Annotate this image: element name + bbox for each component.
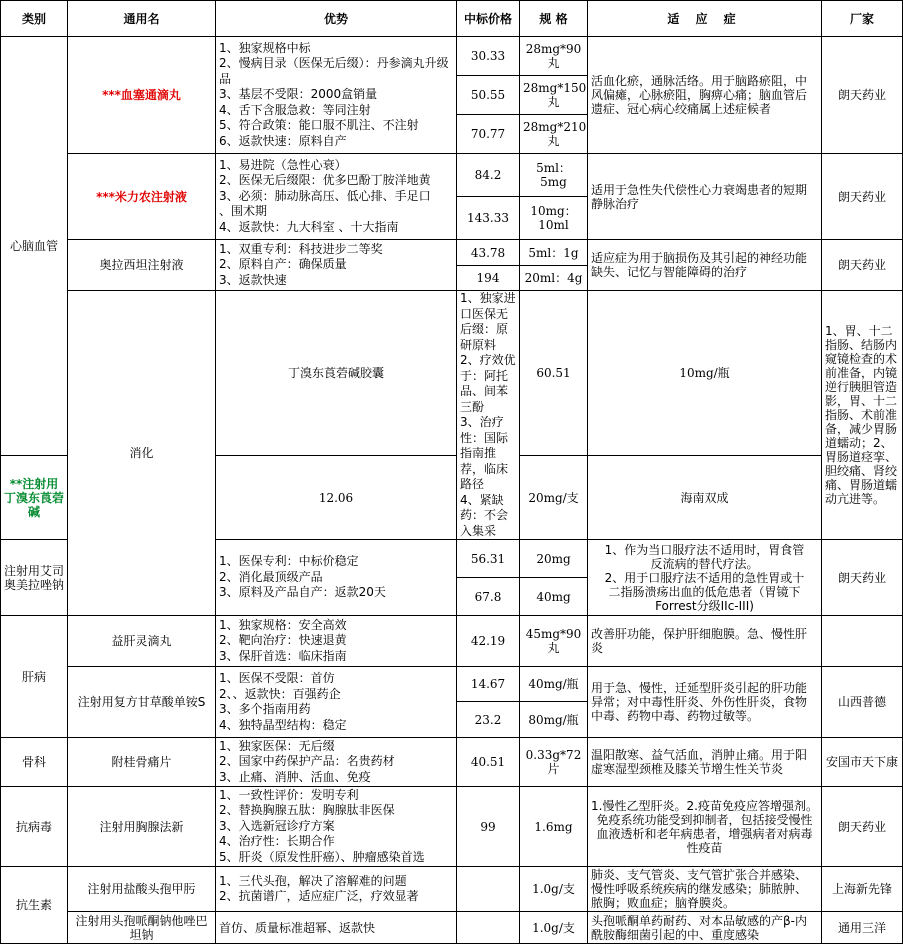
advantages-cell <box>216 37 457 154</box>
product-name: 奥拉西坦注射液 <box>68 240 216 291</box>
indication-cell: 头孢哌酮单药耐药、对本品敏感的产β-内酰胺酶细菌引起的中、重度感染 <box>588 912 822 944</box>
spec-cell: 40mg/瓶 <box>520 667 588 702</box>
indication-cell: 适应症为用于脑损伤及其引起的神经功能缺失、记忆与智能障碍的治疗 <box>588 240 822 291</box>
indication-cell: 1.慢性乙型肝炎。2.疫苗免疫应答增强剂。免疫系统功能受到抑制者，包括接受慢性血液透析和老年病患者，增强病者对病毒性疫苗 <box>588 787 822 867</box>
table-row <box>1 867 903 912</box>
spec-cell: 80mg/瓶 <box>520 702 588 738</box>
category-cell: 心脑血管 <box>1 37 68 456</box>
advantage-line: 2、消化最顶级产品 <box>219 569 323 584</box>
price-cell: 70.77 <box>457 115 520 154</box>
manufacturer-cell: 通用三洋 <box>822 912 903 944</box>
advantages-cell <box>216 738 457 787</box>
table-row <box>1 667 903 702</box>
advantage-line: 3、治疗性：国际指南推荐，临床路径 <box>460 415 509 491</box>
spec-cell: 28mg*150丸 <box>520 76 588 115</box>
advantages-cell <box>216 667 457 738</box>
advantages-cell <box>216 616 457 667</box>
price-cell: 30.33 <box>457 37 520 76</box>
header-generic-name: 通用名 <box>68 1 216 37</box>
price-cell: 60.51 <box>520 291 588 456</box>
price-cell: 23.2 <box>457 702 520 738</box>
advantage-line: 3、多个指南用药 <box>219 702 311 716</box>
advantage-line: 4、独特晶型结构：稳定 <box>219 717 347 732</box>
advantage-line: 2、替换胸腺五肽：胸腺肽非医保 <box>219 803 395 818</box>
advantage-line: 3、入选新冠诊疗方案 <box>219 818 335 833</box>
manufacturer-cell: 安国市天下康 <box>822 738 903 787</box>
manufacturer-cell: 上海新先锋 <box>822 867 903 912</box>
spec-cell: 10mg：10ml <box>520 197 588 240</box>
table-row <box>1 291 903 456</box>
manufacturer-cell: 朗天药业 <box>822 154 903 240</box>
indication-cell: 温阳散寒、益气活血，消肿止痛。用于阳虚寒湿型颈椎及膝关节增生性关节炎 <box>588 738 822 787</box>
advantages-cell <box>216 867 457 912</box>
product-name: 益肝灵滴丸 <box>68 616 216 667</box>
spec-cell: 40mg <box>520 578 588 616</box>
spec-cell: 20mg/支 <box>520 456 588 540</box>
indication-cell: 适用于急性失代偿性心力衰竭患者的短期静脉治疗 <box>588 154 822 240</box>
manufacturer-cell <box>822 616 903 667</box>
table-row <box>1 154 903 197</box>
spec-cell: 0.33g*72片 <box>520 738 588 787</box>
spec-cell: 5ml：5mg <box>520 154 588 197</box>
product-name: 注射用胸腺法新 <box>68 787 216 867</box>
advantage-line: 4、舌下含服急救：等同注射 <box>219 102 371 117</box>
advantage-line: 2、抗菌谱广，适应症广泛，疗效显著 <box>219 889 419 903</box>
spec-cell: 5ml：1g <box>520 240 588 266</box>
category-cell: 消化 <box>68 291 216 616</box>
product-name: ***血塞通滴丸 <box>68 37 216 154</box>
advantage-line: 3、保肝首选：临床指南 <box>219 648 347 663</box>
product-name: ***米力农注射液 <box>68 154 216 240</box>
advantage-line: 、围术期 <box>219 204 268 219</box>
header-row <box>1 1 903 37</box>
advantage-line: 2、原料自产：确保质量 <box>219 257 347 272</box>
indication-cell: 改善肝功能，保护肝细胞膜。急、慢性肝炎 <box>588 616 822 667</box>
advantage-line: 4、返款快：九大科室 、十大指南 <box>219 219 399 234</box>
indication-cell: 用于急、慢性，迁延型肝炎引起的肝功能异常；对中毒性肝炎、外伤性肝炎，食物中毒、药物中毒、药物过敏等。 <box>588 667 822 738</box>
price-cell: 99 <box>457 787 520 867</box>
header-category: 类别 <box>1 1 68 37</box>
indication-cell <box>588 540 822 616</box>
price-cell: 40.51 <box>457 738 520 787</box>
advantage-line: 1、双重专利：科技进步二等奖 <box>219 241 383 256</box>
advantage-line: 2、医保无后缀限：优多巴酚丁胺洋地黄 <box>219 173 431 188</box>
advantage-line: 2、国家中药保护产品：名贵药材 <box>219 754 395 769</box>
table-row <box>1 787 903 867</box>
advantage-line: 3、必须：肺动脉高压、低心排、手足口 <box>219 188 431 203</box>
manufacturer-cell: 朗天药业 <box>822 37 903 154</box>
advantage-line: 1、独家规格：安全高效 <box>219 617 347 632</box>
price-cell: 12.06 <box>216 456 457 540</box>
product-name: 注射用复方甘草酸单铵S <box>68 667 216 738</box>
spec-cell: 1.6mg <box>520 787 588 867</box>
spec-cell: 20mg <box>520 540 588 578</box>
advantage-line: 4、紧缺药：不会入集采 <box>460 492 509 538</box>
advantage-line: 6、返款快速：原料自产 <box>219 133 347 148</box>
product-name: 丁溴东莨菪碱胶囊 <box>216 291 457 456</box>
manufacturer-cell: 朗天药业 <box>822 540 903 616</box>
product-name: 附桂骨痛片 <box>68 738 216 787</box>
advantages-cell <box>216 540 457 616</box>
advantage-line: 3、基层不受限：2000盒销量 <box>219 87 378 102</box>
header-indication: 适 应 症 <box>588 1 822 37</box>
spec-cell: 1.0g/支 <box>520 912 588 944</box>
advantage-line: 1、独家进口医保无后缀：原研原料 <box>460 291 516 352</box>
advantage-line: 2、疗效优于：阿托品、间苯三酚 <box>460 353 516 414</box>
price-cell: 56.31 <box>457 540 520 578</box>
price-cell: 42.19 <box>457 616 520 667</box>
price-cell: 43.78 <box>457 240 520 266</box>
advantage-line: 1、易进院（急性心衰） <box>219 157 347 172</box>
spec-cell: 10mg/瓶 <box>588 291 822 456</box>
advantage-line: 2、靶向治疗：快速退黄 <box>219 633 347 648</box>
indication-line: 二指肠溃疡出血的低危患者（胃镜下 <box>608 584 801 599</box>
advantage-line: 4、治疗性：长期合作 <box>219 834 335 849</box>
indication-cell: 肺炎、支气管炎、支气管扩张合并感染、慢性呼吸系统疾病的继发感染；肺脓肿、脓胸；败血症；脑脊膜炎。 <box>588 867 822 912</box>
advantages-cell <box>216 787 457 867</box>
category-cell: 抗生素 <box>1 867 68 944</box>
category-cell: 抗病毒 <box>1 787 68 867</box>
product-name: **注射用丁溴东莨菪碱 <box>1 456 68 540</box>
header-manufacturer: 厂家 <box>822 1 903 37</box>
advantage-line: 1、独家医保：无后缀 <box>219 738 335 753</box>
indication-line: Forrest分级IIc-III) <box>655 598 754 613</box>
price-cell <box>457 867 520 912</box>
advantages-cell <box>457 291 520 540</box>
indication-line: 2、用于口服疗法不适用的急性胃或十 <box>604 570 805 585</box>
advantage-line: 3、原料及产品自产：返款20天 <box>219 585 386 600</box>
advantage-line: 1、医保不受限：首仿 <box>219 671 335 685</box>
advantage-line: 2、慢病目录（医保无后缀）：丹参滴丸升级品 <box>219 56 449 86</box>
table-row <box>1 616 903 667</box>
price-cell: 143.33 <box>457 197 520 240</box>
spec-cell: 28mg*210丸 <box>520 115 588 154</box>
product-name: 注射用艾司奥美拉唑钠 <box>1 540 68 616</box>
manufacturer-cell: 朗天药业 <box>822 240 903 291</box>
indication-cell: 活血化瘀，通脉活络。用于脑路瘀阻，中风偏瘫，心脉瘀阻，胸痹心痛；脑血管后遗症、冠心病心绞痛属上述症候者 <box>588 37 822 154</box>
indication-cell: 1、胃、十二指肠、结肠内窥镜检查的术前准备，内镜逆行胰胆管造影，胃、十二指肠、术前准备，减少胃肠道蠕动；2、胃肠道痉挛、胆绞痛、肾绞痛、胃肠道蠕动亢进等。 <box>822 291 903 540</box>
advantage-line: 1、三代头孢，解决了溶解难的问题 <box>219 873 407 888</box>
category-cell: 肝病 <box>1 616 68 738</box>
price-cell: 84.2 <box>457 154 520 197</box>
header-price: 中标价格 <box>457 1 520 37</box>
advantage-line: 1、医保专利：中标价稳定 <box>219 554 359 569</box>
price-cell <box>457 912 520 944</box>
table-row <box>1 738 903 787</box>
header-spec: 规 格 <box>520 1 588 37</box>
advantage-line: 3、返款快速 <box>219 272 287 287</box>
spec-cell: 1.0g/支 <box>520 867 588 912</box>
advantages-cell <box>216 240 457 291</box>
table-row <box>1 37 903 76</box>
price-cell: 194 <box>457 266 520 291</box>
product-name: 注射用盐酸头孢甲肟 <box>68 867 216 912</box>
spec-cell: 45mg*90丸 <box>520 616 588 667</box>
manufacturer-cell: 海南双成 <box>588 456 822 540</box>
indication-line: 1、作为当口服疗法不适用时，胃食管 <box>604 542 805 557</box>
price-cell: 14.67 <box>457 667 520 702</box>
advantage-line: 3、止痛、消肿、活血、免疫 <box>219 769 371 784</box>
indication-line: 反流病的替代疗法。 <box>650 556 759 571</box>
manufacturer-cell: 朗天药业 <box>822 787 903 867</box>
spec-cell: 20ml：4g <box>520 266 588 291</box>
price-cell: 67.8 <box>457 578 520 616</box>
advantages-cell <box>216 154 457 240</box>
table-row <box>1 240 903 266</box>
advantage-line: 1、独家规格中标 <box>219 40 311 55</box>
advantage-line: 1、一致性评价：发明专利 <box>219 787 359 802</box>
spec-cell: 28mg*90丸 <box>520 37 588 76</box>
advantage-line: 5、肝炎（原发性肝癌）、肿瘤感染首选 <box>219 849 425 864</box>
manufacturer-cell: 山西普德 <box>822 667 903 738</box>
advantage-line: 2、、返款快：百强药企 <box>219 686 341 701</box>
header-advantages: 优势 <box>216 1 457 37</box>
category-cell: 骨科 <box>1 738 68 787</box>
price-cell: 50.55 <box>457 76 520 115</box>
product-name: 注射用头孢哌酮钠他唑巴坦钠 <box>68 912 216 944</box>
advantage-line: 5、符合政策：能口服不肌注、不注射 <box>219 118 419 133</box>
advantages-cell: 首仿、质量标准超幂、返款快 <box>216 912 457 944</box>
table-row <box>1 912 903 944</box>
